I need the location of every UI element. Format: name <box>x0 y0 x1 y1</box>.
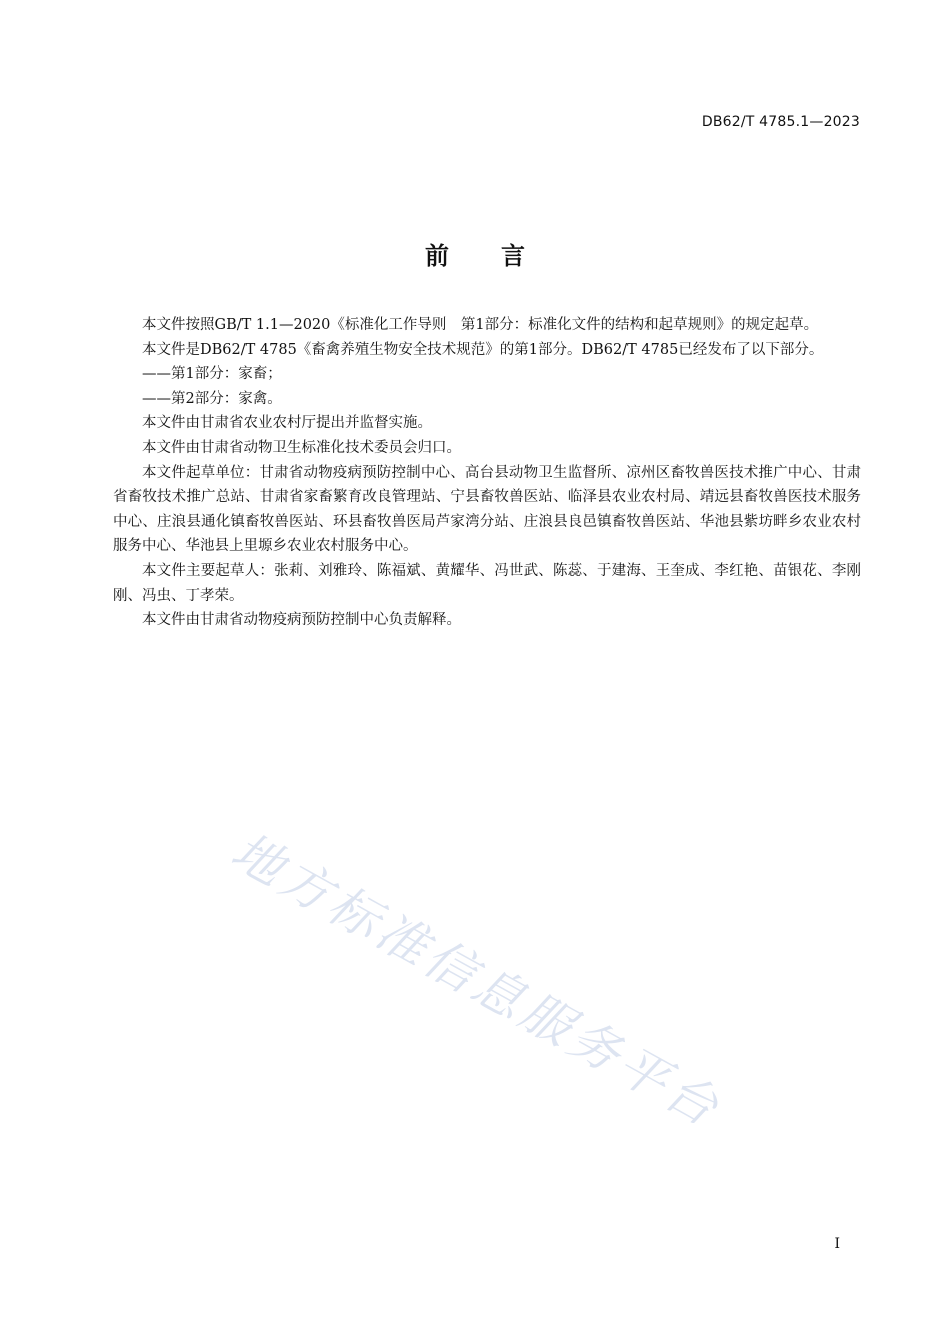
paragraph-part-1: ——第1部分：家畜； <box>142 366 282 383</box>
paragraph-committee: 本文件由甘肃省动物卫生标准化技术委员会归口。 <box>142 439 461 456</box>
paragraph-interpretation: 本文件由甘肃省动物疫病预防控制中心负责解释。 <box>142 612 461 629</box>
paragraph-drafters: 本文件主要起草人：张莉、刘雅玲、陈福斌、黄耀华、冯世武、陈蕊、于建海、王奎成、李红艳、苗银花、李刚刚、冯虫、丁孝荣。 <box>113 562 861 604</box>
foreword-body <box>113 313 861 633</box>
paragraph-drafting-basis: 本文件按照GB/T 1.1—2020《标准化工作导则 第1部分：标准化文件的结构和起草规则》的规定起草。 <box>142 317 819 333</box>
paragraph-drafting-units: 本文件起草单位：甘肃省动物疫病预防控制中心、高台县动物卫生监督所、凉州区畜牧兽医技术推广中心、甘肃省畜牧技术推广总站、甘肃省家畜繁育改良管理站、宁县畜牧兽医站、临泽县农业农村局、靖远县畜牧兽医技术服务中心、庄浪县通化镇畜牧兽医站、环县畜牧兽医局芦家湾分站、庄浪县良邑镇畜牧兽医站、华池县紫坊畔乡农业农村服务中心、华池县上里塬乡农业农村服务中心。 <box>113 464 861 555</box>
watermark: 地方标准信息服务平台 <box>221 821 732 1140</box>
page-number: I <box>834 1236 840 1252</box>
page-title: 前言 <box>425 242 577 270</box>
paragraph-series-info: 本文件是DB62/T 4785《畜禽养殖生物安全技术规范》的第1部分。DB62/T 4785已经发布了以下部分。 <box>142 341 824 358</box>
document-code: DB62/T 4785.1—2023 <box>701 114 860 130</box>
paragraph-proposer: 本文件由甘肃省农业农村厅提出并监督实施。 <box>142 415 432 432</box>
paragraph-part-2: ——第2部分：家禽。 <box>142 390 282 407</box>
